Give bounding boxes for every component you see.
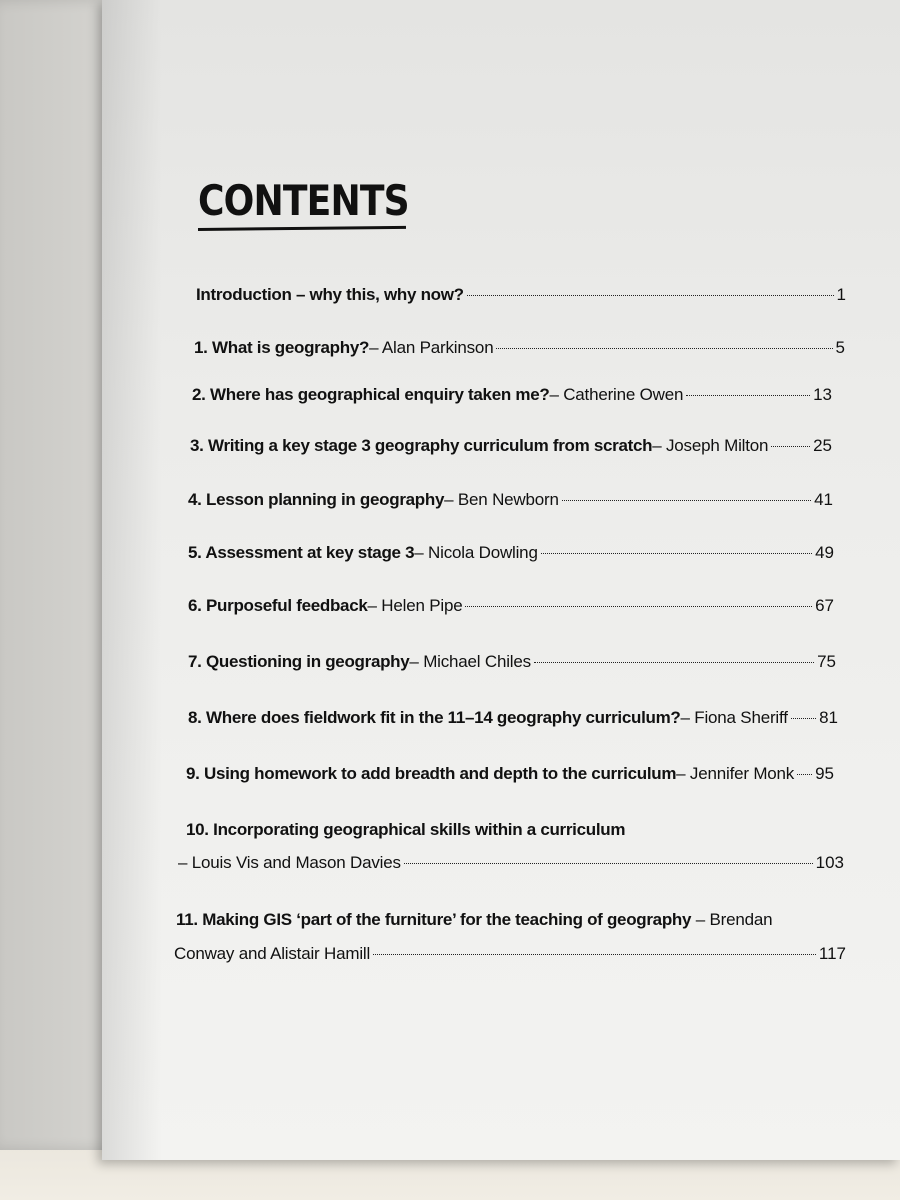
toc-entry-author: – Catherine Owen [549, 385, 684, 404]
toc-entry-page: 75 [817, 652, 836, 671]
toc-entry-title: 6. Purposeful feedback [188, 596, 368, 615]
toc-entry-author: Conway and Alistair Hamill [174, 944, 371, 963]
toc-entry-author: – Fiona Sheriff [680, 708, 788, 727]
toc-entry-page: 67 [815, 596, 834, 615]
toc-entry-title: Introduction – why this, why now? [196, 285, 464, 304]
toc-entry-title: 4. Lesson planning in geography [188, 490, 445, 509]
toc-entry-author: – Louis Vis and Mason Davies [178, 853, 401, 872]
toc-entry-1[interactable] [194, 338, 845, 358]
toc-entry-5[interactable] [188, 543, 834, 563]
toc-entry-author: – Joseph Milton [652, 436, 769, 455]
toc-entry-11-line2[interactable] [174, 944, 846, 964]
toc-entry-page: 95 [815, 764, 834, 783]
toc-entry-7[interactable] [188, 652, 836, 672]
dot-leader [534, 662, 814, 663]
toc-entry-title: 2. Where has geographical enquiry taken me? [192, 385, 550, 404]
toc-entry-title: 11. Making GIS ‘part of the furniture’ for the teaching of geography [176, 910, 692, 929]
toc-entry-author: – Ben Newborn [444, 490, 559, 509]
toc-entry-2[interactable] [192, 385, 832, 405]
toc-entry-author: – Nicola Dowling [414, 543, 538, 562]
dot-leader [496, 348, 832, 349]
dot-leader [467, 295, 834, 296]
dot-leader [541, 553, 812, 554]
toc-entry-6[interactable] [188, 596, 834, 616]
dot-leader [562, 500, 811, 501]
toc-entry-author: – Jennifer Monk [676, 764, 795, 783]
dot-leader [686, 395, 810, 396]
toc-entry-title: 7. Questioning in geography [188, 652, 410, 671]
toc-entry-title: 3. Writing a key stage 3 geography curriculum from scratch [190, 436, 653, 455]
dot-leader [465, 606, 812, 607]
dot-leader [791, 718, 816, 719]
dot-leader [404, 863, 813, 864]
toc-entry-page: 1 [836, 285, 846, 304]
toc-entry-author: – Michael Chiles [409, 652, 531, 671]
toc-entry-page: 81 [819, 708, 838, 727]
dot-leader [797, 774, 812, 775]
toc-entry-page: 13 [813, 385, 832, 404]
toc-entry-title: 8. Where does fieldwork fit in the 11–14 geography curriculum? [188, 708, 681, 727]
toc-entry-3[interactable] [190, 436, 832, 456]
page-title: CONTENTS [198, 176, 409, 225]
toc-entry-author-first-line: – Brendan [691, 910, 773, 929]
toc-entry-author: – Helen Pipe [367, 596, 463, 615]
toc-entry-4[interactable] [188, 490, 833, 510]
contents-page [102, 0, 900, 1160]
dot-leader [373, 954, 816, 955]
toc-entry-11-line1[interactable] [176, 910, 772, 930]
toc-entry-10-line2[interactable] [178, 853, 844, 873]
toc-entry-title: 9. Using homework to add breadth and depth to the curriculum [186, 764, 677, 783]
toc-entry-9[interactable] [186, 764, 834, 784]
toc-entry-page: 5 [835, 338, 845, 357]
toc-entry-page: 103 [815, 853, 844, 872]
toc-entry-title: 1. What is geography? [194, 338, 370, 357]
toc-entry-title: 5. Assessment at key stage 3 [188, 543, 415, 562]
toc-entry-10-line1[interactable] [186, 820, 625, 840]
toc-entry-page: 117 [818, 944, 846, 963]
toc-entry-8[interactable] [188, 708, 838, 728]
toc-entry-page: 25 [813, 436, 832, 455]
toc-entry-author: – Alan Parkinson [369, 338, 494, 357]
toc-entry-page: 49 [815, 543, 834, 562]
toc-entry-page: 41 [814, 490, 833, 509]
toc-entry-introduction[interactable] [196, 285, 846, 305]
table-of-contents [102, 0, 900, 1160]
toc-entry-title: 10. Incorporating geographical skills within a curriculum [186, 820, 626, 839]
dot-leader [771, 446, 810, 447]
